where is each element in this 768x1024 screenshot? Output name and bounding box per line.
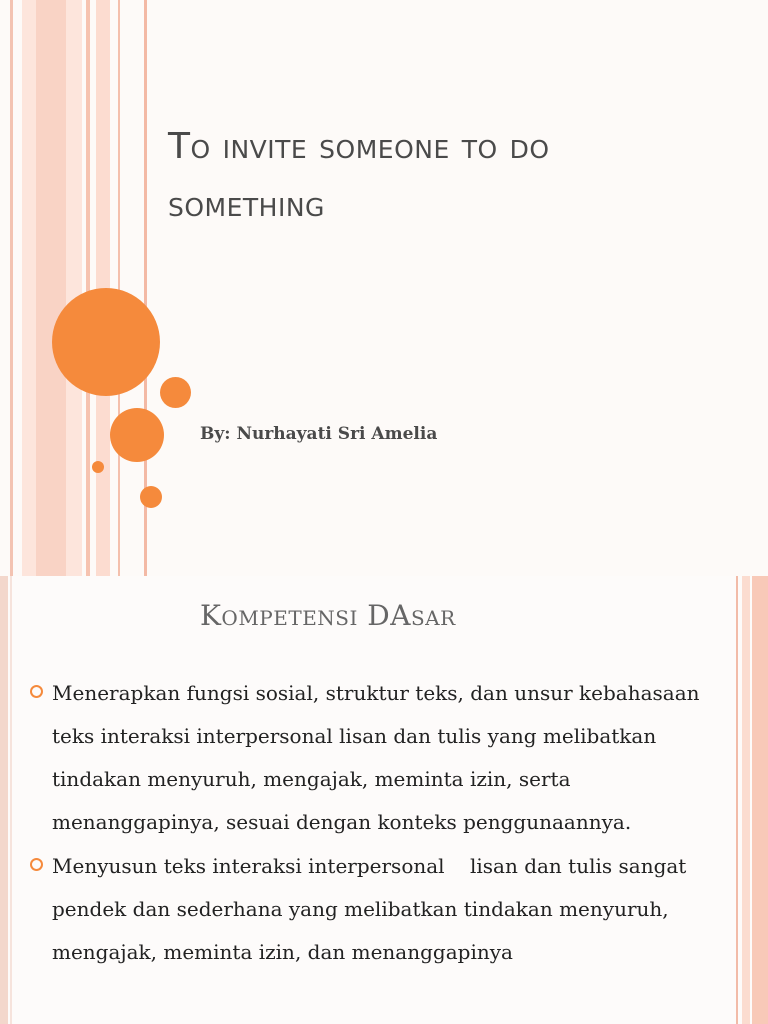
circle-bullet-icon	[30, 685, 43, 698]
decor-circle-large	[52, 288, 160, 396]
decor-stripe	[736, 576, 738, 1024]
decor-stripe	[752, 576, 768, 1024]
circle-bullet-icon	[30, 858, 43, 871]
decor-circle-small	[160, 377, 191, 408]
author-byline: By: Nurhayati Sri Amelia	[200, 424, 438, 444]
decor-stripe	[742, 576, 750, 1024]
decor-circle-tiny	[92, 461, 104, 473]
title-line-2: something	[168, 184, 325, 225]
bullet-text: Menerapkan fungsi sosial, struktur teks, dan unsur kebahasaan teks interaksi interpersonal lisan dan tulis yang melibatkan tindakan menyuruh, mengajak, meminta izin, serta menanggapinya, sesuai dengan konteks penggunaannya.	[52, 681, 700, 834]
decor-stripe	[118, 0, 120, 576]
decor-circle-small	[140, 486, 162, 508]
decor-stripe	[10, 576, 12, 1024]
slide-title	[168, 118, 728, 234]
list-item	[30, 845, 720, 974]
decor-circle-medium	[110, 408, 164, 462]
decor-stripe	[36, 0, 66, 576]
decor-stripe	[0, 576, 8, 1024]
slide-heading: Kompetensi DAsar	[200, 599, 456, 632]
bullet-list	[30, 672, 720, 974]
title-line-1: To invite someone to do	[168, 126, 550, 167]
list-item	[30, 672, 720, 844]
bullet-text: Menyusun teks interaksi interpersonal lisan dan tulis sangat pendek dan sederhana yang melibatkan tindakan menyuruh, mengajak, meminta izin, dan menanggapinya	[52, 854, 693, 964]
content-slide	[0, 576, 768, 1024]
decor-stripe	[86, 0, 90, 576]
decor-stripe	[10, 0, 13, 576]
